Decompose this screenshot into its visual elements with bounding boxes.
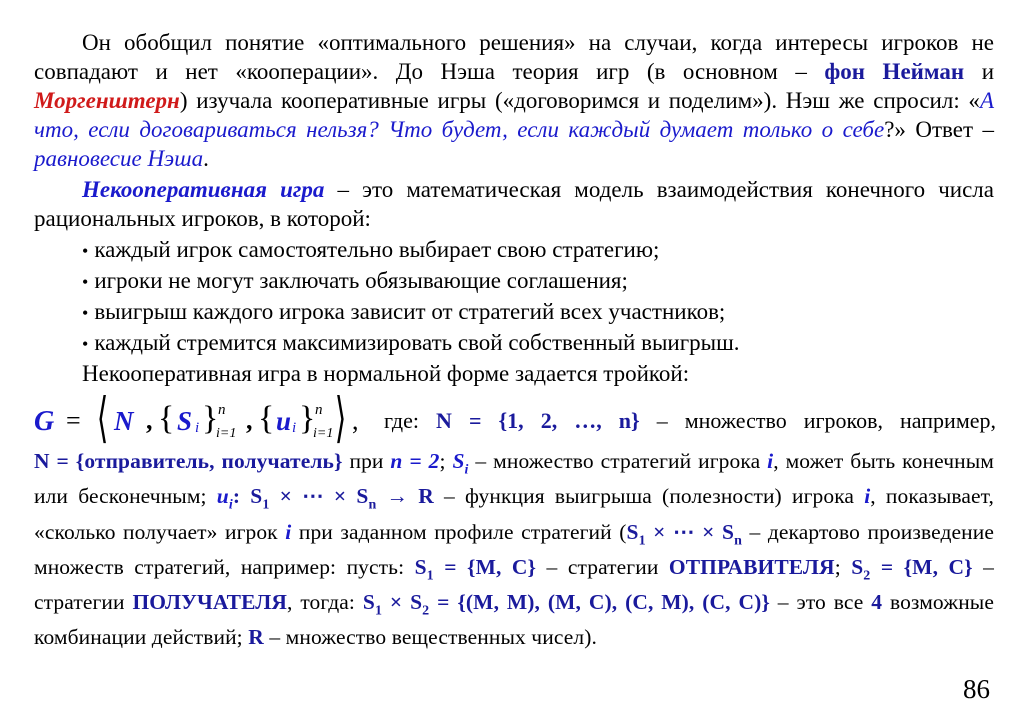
right-angle-bracket-icon: ⟩ [334, 388, 347, 448]
bullet-icon: • [82, 303, 89, 323]
product-example: = {(M, M), (M, C), (C, M), (C, C)} [429, 590, 770, 615]
subscript: i [464, 462, 469, 478]
players-set: N = {1, 2, …, n} [436, 408, 640, 433]
left-angle-bracket-icon: ⟨ [96, 388, 109, 448]
player-index: i [864, 484, 871, 509]
left-brace-icon: { [258, 400, 275, 437]
reals-symbol: R [248, 625, 264, 650]
subscript: i [228, 497, 233, 513]
formula-u: u [276, 406, 292, 436]
sender-strategies: = {M, C} [433, 554, 537, 579]
formula-u-index: i [292, 420, 297, 436]
player-index: i [285, 519, 292, 544]
subscript: 2 [863, 568, 871, 584]
text: , показывает, «сколько получает» игрок [34, 484, 994, 544]
list-item-text: каждый игрок самостоятельно выбирает свою стратегию; [94, 237, 660, 262]
payoff-symbol: u [216, 484, 229, 509]
noncooperative-game-term: Некооперативная игра [82, 177, 325, 202]
formula-comma: , [352, 406, 359, 435]
text: – множество вещественных чисел). [263, 625, 597, 650]
text: – функция выигрыша (полезности) игрока [433, 484, 865, 509]
formula-G: G [34, 406, 55, 437]
list-item [82, 297, 994, 328]
where-label: где: [384, 408, 437, 433]
right-brace-icon: } [202, 400, 219, 437]
properties-list [82, 235, 994, 359]
text: , тогда: [287, 590, 363, 615]
formula-S: S [177, 406, 193, 436]
text: возможные комбинации действий; [34, 590, 994, 650]
name-von-neumann: фон Нейман [824, 59, 965, 84]
subscript: 1 [426, 568, 434, 584]
subscript: 1 [262, 497, 270, 513]
players-example: N = {отправитель, получатель} [34, 449, 343, 473]
text: ) изучала кооперативные игры («договоримся и поделим»). Нэш же спросил: « [179, 88, 980, 113]
paragraph-definition [34, 175, 994, 233]
receiver-strategies: S [851, 554, 864, 579]
text: при заданном профиле стратегий ( [291, 519, 627, 544]
receiver-strategies: = {M, C} [870, 554, 973, 579]
text: – декартово произведение множеств стратегий, например: пусть: [34, 519, 994, 579]
text: – это математическая модель взаимодействия конечного числа рациональных игроков, в которой: [34, 177, 994, 231]
formula-sub-i1: i=1 [216, 426, 237, 441]
n-equals-two: n = 2 [390, 449, 440, 473]
nash-equilibrium-term: равновесие Нэша [34, 146, 204, 171]
players-set-description [384, 408, 996, 434]
formula-sup-n: n [218, 402, 226, 418]
subscript: n [734, 532, 742, 548]
combination-count: 4 [871, 590, 883, 615]
formula-equals: = [66, 406, 81, 435]
payoff-domain: × ⋯ × S [269, 484, 369, 509]
subscript: 1 [374, 603, 383, 619]
list-item [82, 266, 994, 297]
nash-question: А что, если договариваться нельзя? Что будет, если каждый думает только о себе [34, 88, 994, 142]
bullet-icon: • [82, 241, 89, 261]
player-index: i [767, 449, 774, 473]
sender-strategies: S [414, 554, 427, 579]
right-brace-icon: } [299, 400, 316, 437]
bullet-icon: • [82, 334, 89, 354]
subscript: n [368, 497, 377, 513]
text: ?» Ответ – [884, 117, 994, 142]
formula-S-index: i [195, 420, 200, 436]
bullet-icon: • [82, 272, 89, 292]
list-item-text: каждый стремится максимизировать свой собственный выигрыш. [94, 330, 740, 355]
text: – множество стратегий игрока [468, 449, 768, 473]
game-formula-row [34, 388, 997, 448]
payoff-codomain: → R [376, 484, 434, 509]
product-symbol: × ⋯ × S [645, 519, 735, 544]
formula-comma: , [146, 406, 153, 435]
payoff-domain: : S [232, 484, 263, 509]
text: – множество игроков, например, [639, 408, 997, 433]
text: ; [834, 554, 852, 579]
text: Он обобщил понятие «оптимального решения» на случаи, когда интересы игроков не совпадают и нет «кооперации». До Нэша теория игр (в основном – [34, 30, 994, 84]
formula-sup-n: n [315, 402, 323, 418]
product-example: × S [382, 590, 423, 615]
list-item-text: выигрыш каждого игрока зависит от стратегий всех участников; [94, 299, 726, 324]
receiver-label: ПОЛУЧАТЕЛЯ [132, 590, 288, 615]
text: – стратегии [34, 554, 994, 615]
text: при [342, 449, 391, 473]
text: – стратегии [536, 554, 669, 579]
slide-content [34, 28, 997, 651]
paragraph-intro [34, 28, 994, 173]
sender-label: ОТПРАВИТЕЛЯ [668, 554, 835, 579]
left-brace-icon: { [158, 400, 175, 437]
name-morgenstern: Моргенштерн [34, 88, 180, 113]
formula-comma: , [246, 406, 253, 435]
product-example: S [362, 590, 375, 615]
text: , может быть конечным или бесконечным; [34, 449, 994, 509]
product-symbol: S [626, 519, 639, 544]
list-item [82, 235, 994, 266]
subscript: 2 [422, 603, 430, 619]
text: . [203, 146, 209, 171]
page-number: 86 [963, 674, 990, 704]
text: и [964, 59, 995, 84]
list-item-text: игроки не могут заключать обязывающие соглашения; [94, 268, 628, 293]
paragraph-normal-form: Некооперативная игра в нормальной форме задается тройкой: [82, 361, 690, 386]
paragraph-definitions [34, 448, 994, 651]
text: ; [439, 449, 453, 473]
list-item [82, 328, 994, 359]
formula-sub-i1: i=1 [313, 426, 334, 441]
formula-N: N [114, 406, 134, 436]
strategy-set-symbol: S [452, 449, 465, 473]
subscript: 1 [638, 532, 646, 548]
text: – это все [769, 590, 872, 615]
